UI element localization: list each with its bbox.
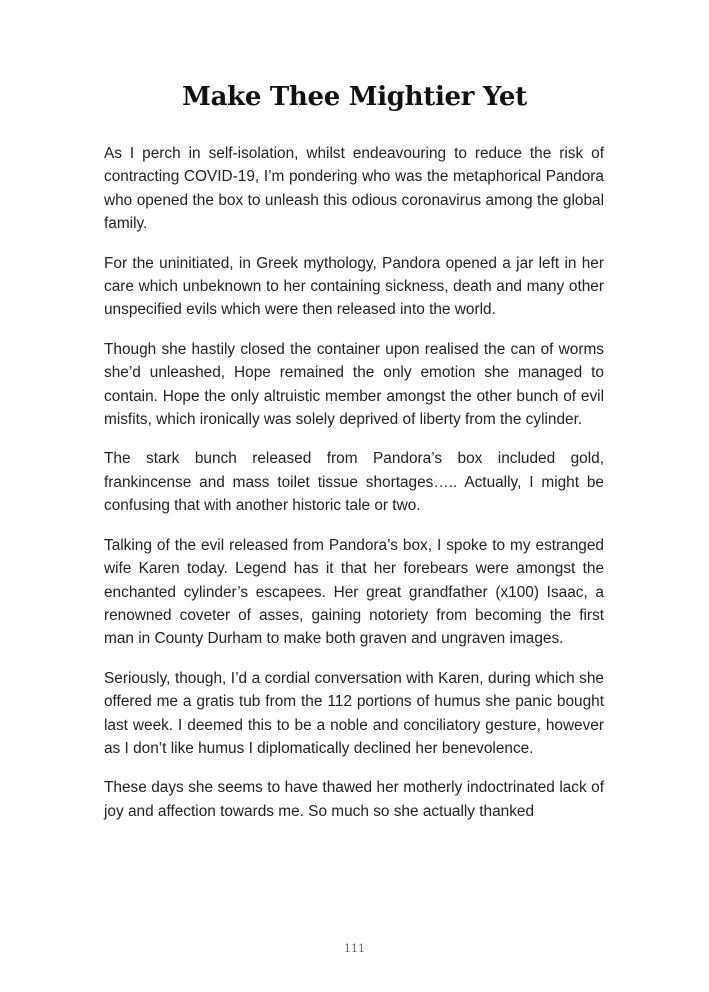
- paragraph: Though she hastily closed the container upon realised the can of worms she’d unleashed, Hope remained the only emotion she managed to contain. Hope the only altruistic member amongst the other bunch of evil misfits, which ironically was solely deprived of liberty from the cylinder.: [104, 340, 604, 429]
- paragraph: For the uninitiated, in Greek mythology, Pandora opened a jar left in her care which unbeknown to her containing sickness, death and many other unspecified evils which were then released into the world.: [104, 254, 604, 319]
- paragraph: Talking of the evil released from Pandora’s box, I spoke to my estranged wife Karen today. Legend has it that her forebears were amongst the enchanted cylinder’s escapees. Her great grandfather (x100) Isaac, a renowned coveter of asses, gaining notoriety from becoming the first man in County Durham to make both graven and ungraven images.: [104, 536, 604, 648]
- page-title: Make Thee Mightier Yet: [182, 82, 527, 112]
- paragraph: As I perch in self-isolation, whilst endeavouring to reduce the risk of contracting COVID-19, I’m pondering who was the metaphorical Pandora who opened the box to unleash this odious coronavirus among the global family.: [104, 145, 604, 233]
- paragraph: Seriously, though, I’d a cordial conversation with Karen, during which she offered me a gratis tub from the 112 portions of humus she panic bought last week. I deemed this to be a noble and conciliatory gesture, however as I don’t like humus I diplomatically declined her benevolence.: [104, 669, 604, 757]
- page-number: 111: [344, 942, 365, 955]
- paragraph: These days she seems to have thawed her motherly indoctrinated lack of joy and affection towards me. So much so she actually thanked: [104, 779, 604, 820]
- paragraph: The stark bunch released from Pandora’s box included gold, frankincense and mass toilet tissue shortages….. Actually, I might be confusing that with another historic tale or two.: [104, 450, 604, 515]
- body-text: [104, 142, 604, 839]
